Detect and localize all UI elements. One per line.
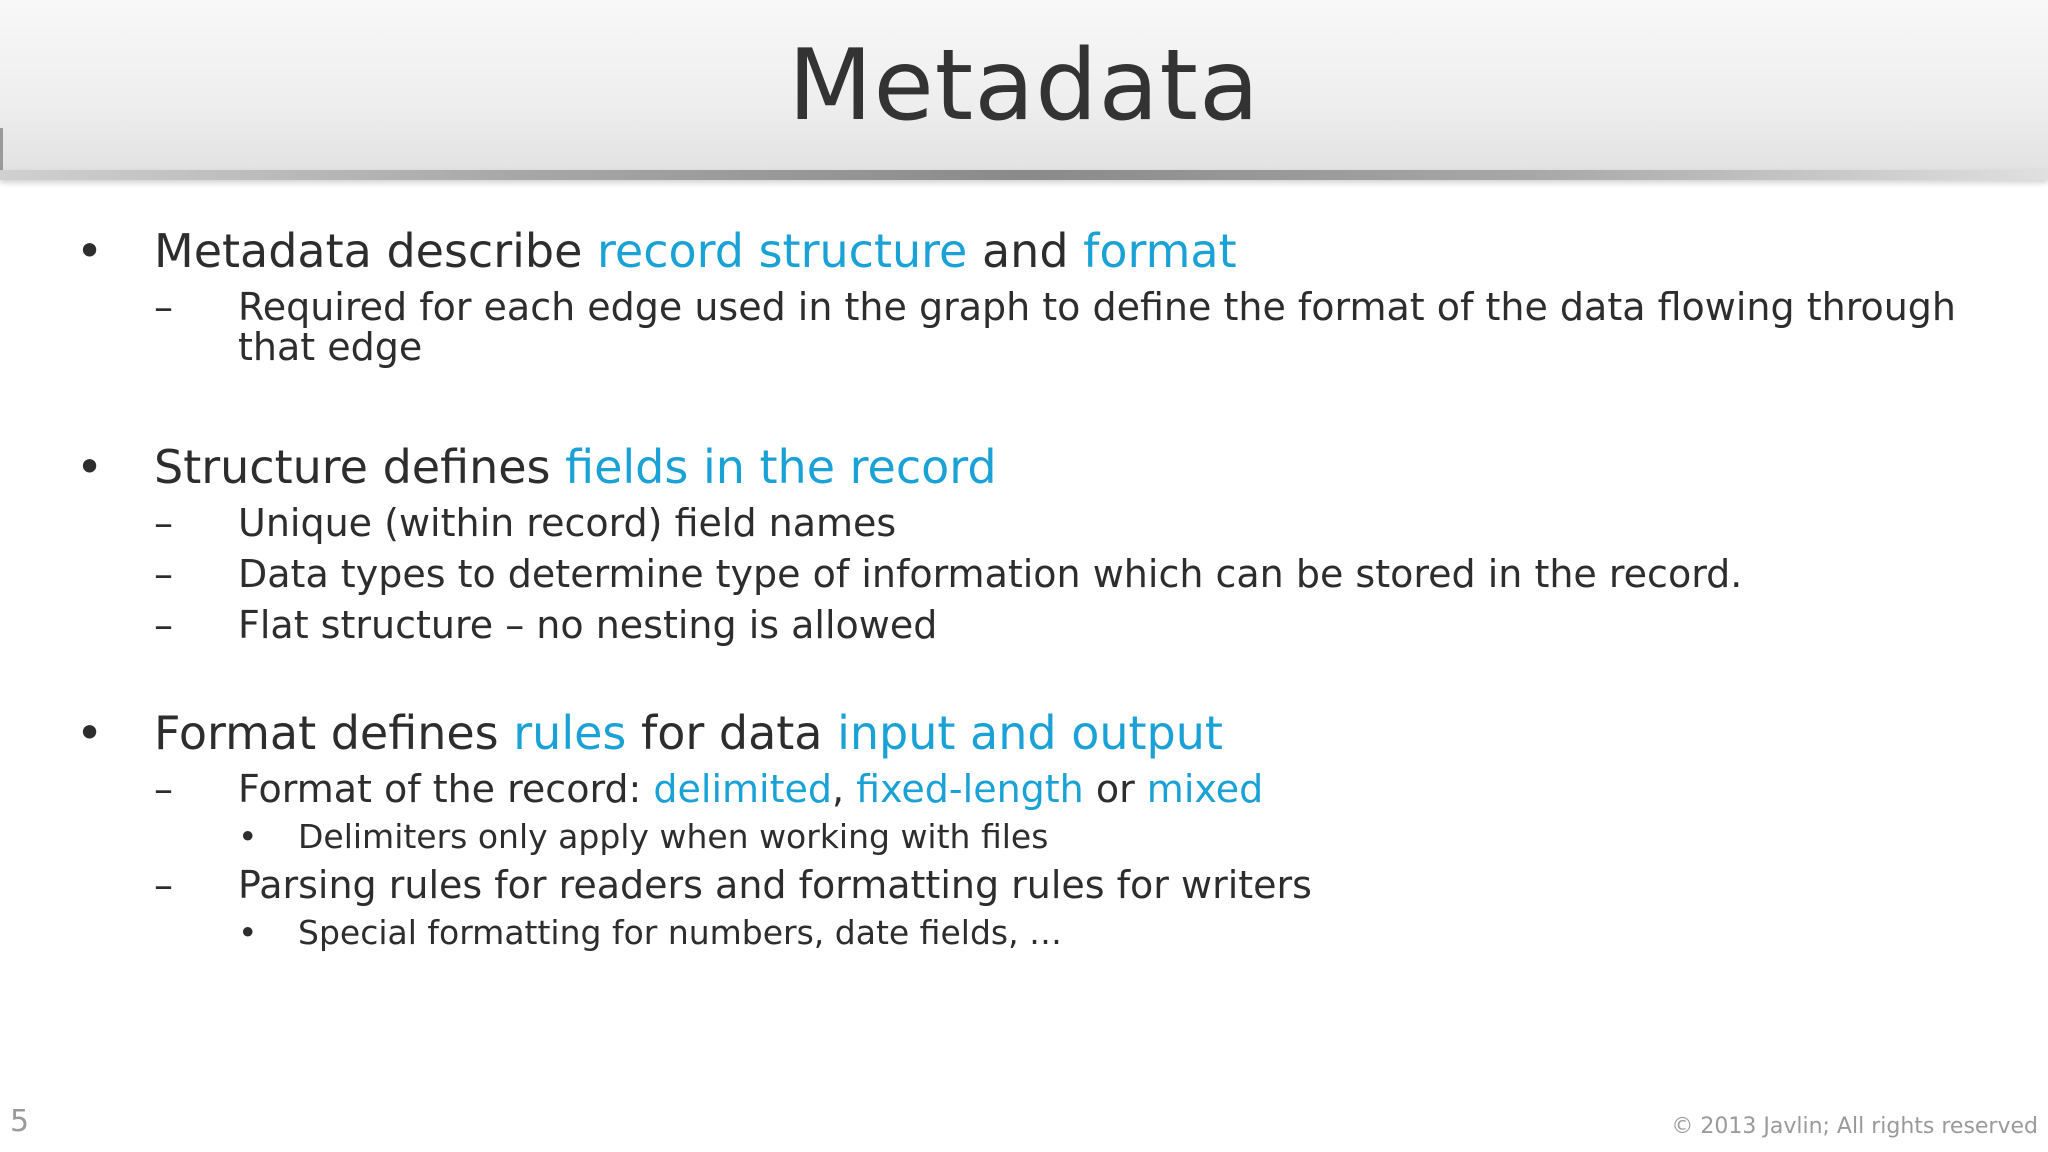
- bullet-marker: •: [76, 224, 104, 278]
- highlight-fixed-length: fixed-length: [856, 767, 1084, 811]
- highlight-delimited: delimited: [653, 767, 832, 811]
- highlight-rules: rules: [513, 706, 627, 760]
- bullet-marker: •: [76, 706, 104, 760]
- highlight-mixed: mixed: [1146, 767, 1264, 811]
- dash-marker: –: [154, 552, 173, 596]
- bullet-marker: •: [238, 913, 258, 952]
- subbullet-text: Format of the record: delimited, fixed-length or mixed: [238, 767, 1264, 811]
- highlight-format: format: [1083, 224, 1237, 278]
- subbullet-text: Unique (within record) field names: [238, 501, 897, 545]
- dash-marker: –: [154, 501, 173, 545]
- bullet-text: Metadata describe record structure and format: [154, 224, 1237, 278]
- subsubbullet-text: Special formatting for numbers, date fields, …: [298, 913, 1063, 952]
- subbullet-text: Required for each edge used in the graph to define the format of the data flowing through: [238, 285, 1957, 329]
- bullet-marker: •: [76, 440, 104, 494]
- subbullet-text: Data types to determine type of information which can be stored in the record.: [238, 552, 1743, 596]
- highlight-fields-in-record: fields in the record: [565, 440, 997, 494]
- dash-marker: –: [154, 863, 173, 907]
- subbullet-text: Flat structure – no nesting is allowed: [238, 603, 938, 647]
- slide-title: Metadata: [787, 29, 1261, 143]
- subbullet-text-continued: that edge: [238, 325, 423, 369]
- dash-marker: –: [154, 603, 173, 647]
- subsubbullet-text: Delimiters only apply when working with files: [298, 817, 1049, 856]
- dash-marker: –: [154, 767, 173, 811]
- bullet-text: Format defines rules for data input and output: [154, 706, 1223, 760]
- bullet-text: Structure defines fields in the record: [154, 440, 997, 494]
- subbullet-text: Parsing rules for readers and formatting rules for writers: [238, 863, 1312, 907]
- highlight-input-output: input and output: [837, 706, 1223, 760]
- slide-number: 5: [10, 1104, 30, 1139]
- bullet-marker: •: [238, 817, 258, 856]
- copyright-footer: © 2013 Javlin; All rights reserved: [1671, 1114, 2038, 1139]
- highlight-record-structure: record structure: [597, 224, 968, 278]
- dash-marker: –: [154, 285, 173, 329]
